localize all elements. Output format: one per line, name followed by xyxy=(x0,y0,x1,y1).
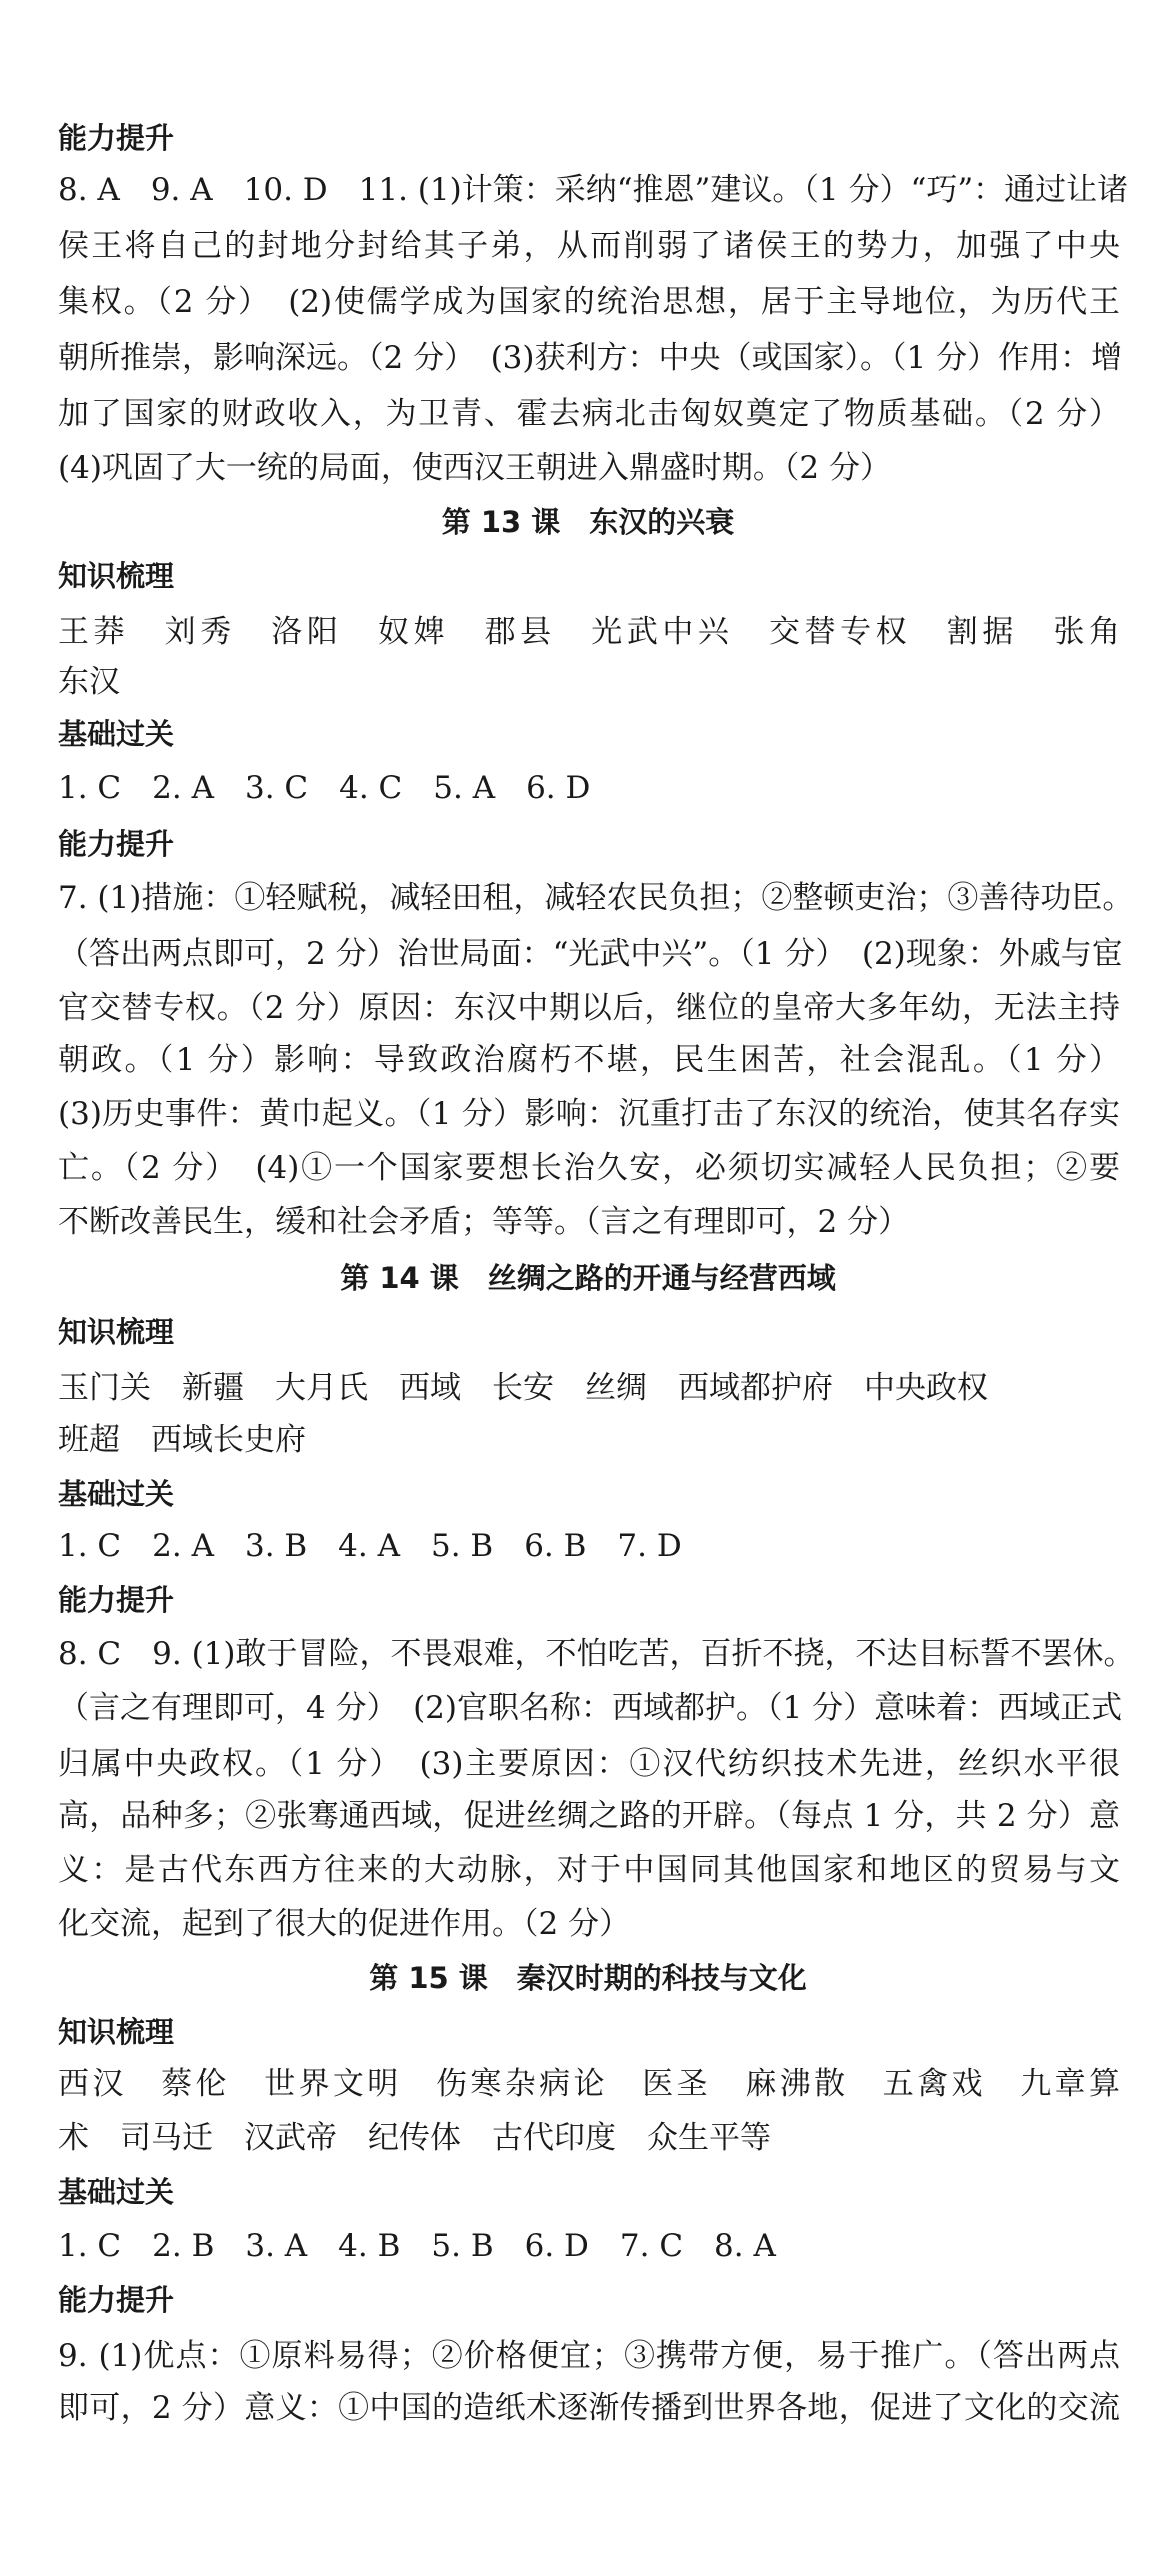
answer-line: 王莽 刘秀 洛阳 奴婢 郡县 光武中兴 交替专权 割据 张角 xyxy=(58,614,1120,650)
answer-line: 集权。（2 分） (2)使儒学成为国家的统治思想，居于主导地位，为历代王 xyxy=(58,284,1120,320)
section-heading: 知识梳理 xyxy=(58,559,175,593)
section-heading: 能力提升 xyxy=(58,827,175,861)
answer-line: 高，品种多；②张骞通西域，促进丝绸之路的开辟。（每点 1 分，共 2 分）意 xyxy=(58,1798,1120,1834)
section-heading: 能力提升 xyxy=(58,1583,175,1617)
answer-line: 西汉 蔡伦 世界文明 伤寒杂病论 医圣 麻沸散 五禽戏 九章算 xyxy=(58,2066,1120,2102)
answer-line: 7. (1)措施：①轻赋税，减轻田租，减轻农民负担；②整顿吏治；③善待功臣。 xyxy=(58,880,1134,916)
answer-line: 朝所推崇，影响深远。（2 分） (3)获利方：中央（或国家）。（1 分）作用：增 xyxy=(58,340,1123,376)
answer-line: 亡。（2 分） (4)①一个国家要想长治久安，必须切实减轻人民负担；②要 xyxy=(58,1150,1120,1186)
section-heading: 能力提升 xyxy=(58,2283,175,2317)
section-heading: 基础过关 xyxy=(58,717,175,751)
lesson-title: 第 13 课 东汉的兴衰 xyxy=(441,505,735,539)
answer-line: 班超 西域长史府 xyxy=(58,1422,306,1458)
answer-line: 1. C 2. A 3. B 4. A 5. B 6. B 7. D xyxy=(58,1528,682,1564)
section-heading: 知识梳理 xyxy=(58,1315,175,1349)
answer-line: 化交流，起到了很大的促进作用。（2 分） xyxy=(58,1906,631,1942)
lesson-title: 第 14 课 丝绸之路的开通与经营西域 xyxy=(340,1261,836,1295)
section-heading: 基础过关 xyxy=(58,2175,175,2209)
answer-line: 1. C 2. B 3. A 4. B 5. B 6. D 7. C 8. A xyxy=(58,2228,776,2264)
section-heading: 能力提升 xyxy=(58,121,175,155)
answer-line: 即可，2 分）意义：①中国的造纸术逐渐传播到世界各地，促进了文化的交流 xyxy=(58,2390,1120,2426)
section-heading: 知识梳理 xyxy=(58,2015,175,2049)
answer-line: 1. C 2. A 3. C 4. C 5. A 6. D xyxy=(58,770,591,806)
answer-line: 义：是古代东西方往来的大动脉，对于中国同其他国家和地区的贸易与文 xyxy=(58,1852,1120,1888)
answer-line: (4)巩固了大一统的局面，使西汉王朝进入鼎盛时期。（2 分） xyxy=(58,450,891,486)
answer-line: 侯王将自己的封地分封给其子弟，从而削弱了诸侯王的势力，加强了中央 xyxy=(58,228,1120,264)
answer-line: (3)历史事件：黄巾起义。（1 分）影响：沉重打击了东汉的统治，使其名存实 xyxy=(58,1096,1120,1132)
answer-line: （言之有理即可，4 分） (2)官职名称：西域都护。（1 分）意味着：西域正式 xyxy=(58,1690,1123,1726)
lesson-title: 第 15 课 秦汉时期的科技与文化 xyxy=(369,1961,807,1995)
answer-line: （答出两点即可，2 分）治世局面：“光武中兴”。（1 分） (2)现象：外戚与宦 xyxy=(58,936,1123,972)
section-heading: 基础过关 xyxy=(58,1477,175,1511)
answer-line: 9. (1)优点：①原料易得；②价格便宜；③携带方便，易于推广。（答出两点 xyxy=(58,2338,1120,2374)
answer-line: 东汉 xyxy=(58,664,120,700)
answer-line: 玉门关 新疆 大月氏 西域 长安 丝绸 西域都护府 中央政权 xyxy=(58,1370,988,1406)
answer-line: 8. C 9. (1)敢于冒险，不畏艰难，不怕吃苦，百折不挠，不达目标誓不罢休。 xyxy=(58,1636,1135,1672)
answer-line: 官交替专权。（2 分）原因：东汉中期以后，继位的皇帝大多年幼，无法主持 xyxy=(58,990,1120,1026)
answer-line: 不断改善民生，缓和社会矛盾；等等。（言之有理即可，2 分） xyxy=(58,1204,910,1240)
answer-line: 朝政。（1 分）影响：导致政治腐朽不堪，民生困苦，社会混乱。（1 分） xyxy=(58,1042,1120,1078)
answer-line: 归属中央政权。（1 分） (3)主要原因：①汉代纺织技术先进，丝织水平很 xyxy=(58,1746,1120,1782)
answer-line: 8. A 9. A 10. D 11. (1)计策：采纳“推恩”建议。（1 分）“巧”：通过让诸 xyxy=(58,172,1129,208)
answer-line: 加了国家的财政收入，为卫青、霍去病北击匈奴奠定了物质基础。（2 分） xyxy=(58,396,1120,432)
answer-line: 术 司马迁 汉武帝 纪传体 古代印度 众生平等 xyxy=(58,2120,771,2156)
